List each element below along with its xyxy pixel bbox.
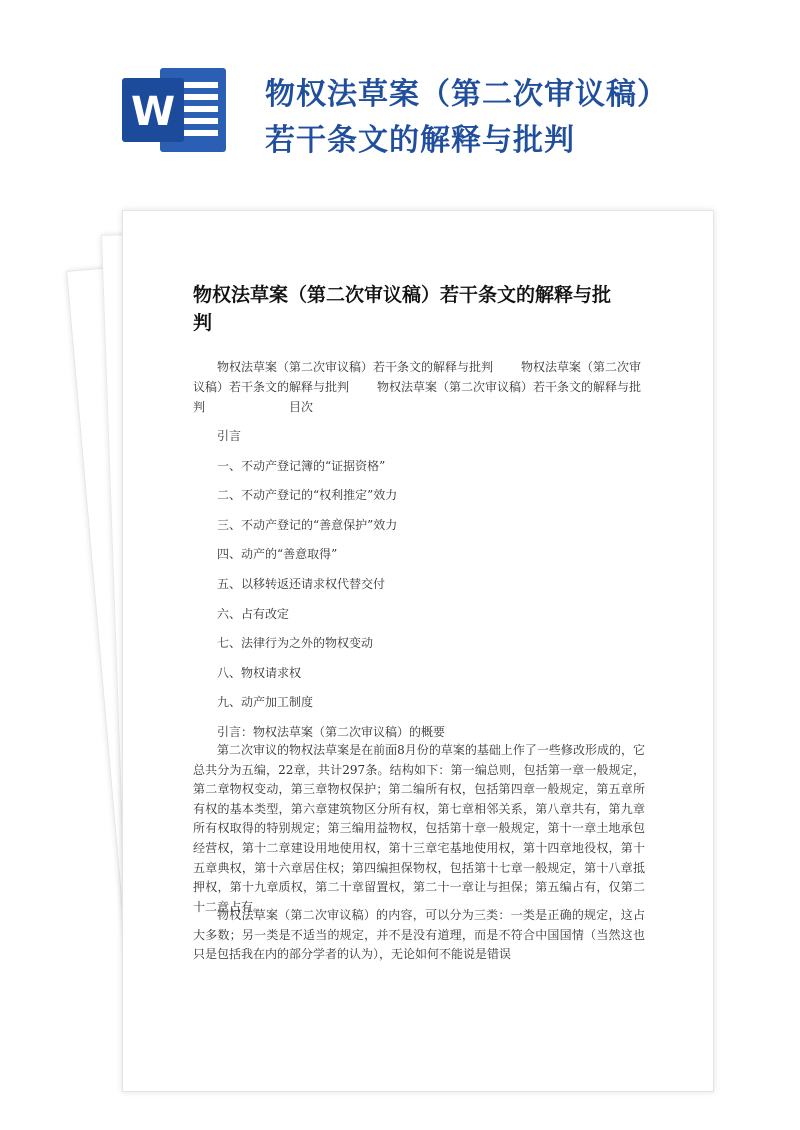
toc-item: 五、以移转返还请求权代替交付 [217, 576, 386, 591]
word-document-icon [120, 60, 230, 160]
toc-item: 九、动产加工制度 [217, 695, 314, 710]
toc-item: 七、法律行为之外的物权变动 [217, 636, 374, 651]
document-title [193, 281, 643, 337]
document-title-line1: 物权法草案（第二次审议稿）若干条文的解释与批 [193, 284, 612, 306]
toc-item: 四、动产的“善意取得” [217, 547, 338, 562]
banner-title-line2: 若干条文的解释与批判 [265, 123, 575, 158]
intro-part: 物权法草案（第二次审议稿）若干条文的解释与批判 [193, 380, 642, 414]
table-of-contents [217, 426, 445, 752]
banner-title-line1: 物权法草案（第二次审议稿） [265, 77, 668, 112]
toc-item: 六、占有改定 [217, 606, 290, 621]
body-paragraph: 第二次审议的物权法草案是在前面8月份的草案的基础上作了一些修改形成的，它总共分为五编，22章，共计297条。结构如下：第一编总则，包括第一章一般规定，第二章物权变动，第三章物权保护；第二编所有权，包括第四章一般规定，第五章所有权的基本类型，第六章建筑物区分所有权，第七章相邻关系，第八章共有，第九章所有权取得的特别规定；第三编用益物权，包括第十章一般规定，第十一章土地承包经营权，第十二章建设用地使用权，第十三章宅基地使用权，第十四章地役权，第十五章典权，第十六章居住权；第四编担保物权，包括第十七章一般规定，第十八章抵押权，第十九章质权，第二十章留置权，第二十一章让与担保；第五编占有，仅第二十二章占有。 [193, 743, 645, 914]
intro-toc-label: 目次 [289, 400, 314, 414]
word-logo-letter: W [130, 89, 176, 135]
intro-part: 物权法草案（第二次审议稿）若干条文的解释与批判 [217, 360, 494, 374]
body-paragraph: 物权法草案（第二次审议稿）的内容，可以分为三类：一类是正确的规定，这占大多数；另一类是不适当的规定，并不是没有道理，而是不符合中国国情（当然这也只是包括我在内的部分学者的认为），无论如何不能说是错误 [193, 908, 645, 962]
toc-item: 二、不动产登记的“权利推定”效力 [217, 488, 398, 503]
toc-item: 一、不动产登记簿的“证据资格” [217, 458, 386, 473]
toc-item: 三、不动产登记的“善意保护”效力 [217, 517, 398, 532]
banner-title [265, 72, 785, 164]
toc-item: 八、物权请求权 [217, 665, 302, 680]
banner [0, 0, 800, 230]
document-page [122, 210, 714, 1092]
intro-part: 物权法草案（第二次审议稿）若干条文的解释与批判 [193, 360, 642, 394]
toc-item: 引言 [217, 429, 242, 443]
document-intro [193, 357, 645, 417]
toc-item: 引言：物权法草案（第二次审议稿）的概要 [217, 724, 446, 739]
document-title-line2: 判 [193, 312, 213, 334]
